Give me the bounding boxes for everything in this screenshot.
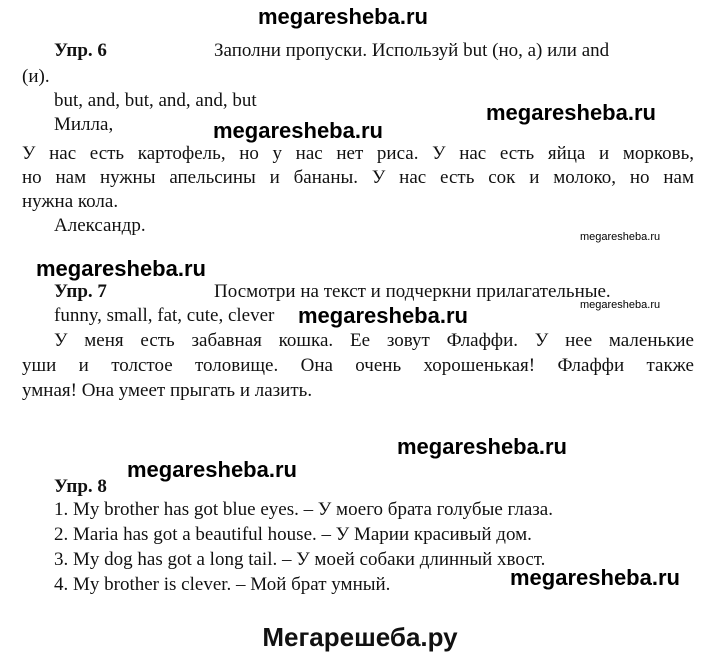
- ex7-answer: funny, small, fat, cute, clever: [54, 305, 275, 326]
- ex8-item: 3. My dog has got a long tail. – У моей собаки длинный хвост.: [54, 549, 546, 570]
- ex7-title: Упр. 7: [54, 281, 107, 302]
- ex6-title: Упр. 6: [54, 40, 107, 61]
- watermark: megaresheba.ru: [127, 457, 297, 482]
- ex6-task-line1: Заполни пропуски. Используй but (но, а) или and: [214, 40, 610, 61]
- watermark: megaresheba.ru: [213, 118, 383, 143]
- watermark: megaresheba.ru: [397, 434, 567, 459]
- watermark: megaresheba.ru: [298, 303, 468, 328]
- ex6-task-line2: (и).: [22, 66, 50, 87]
- watermark-small: megaresheba.ru: [580, 299, 661, 311]
- ex8-item: 1. My brother has got blue eyes. – У моего брата голубые глаза.: [54, 499, 553, 520]
- ex8-item: 4. My brother is clever. – Мой брат умный.: [54, 574, 391, 595]
- watermark-small: megaresheba.ru: [580, 231, 661, 243]
- ex6-paragraph-line1: У нас есть картофель, но у нас нет риса. У нас есть яйца и морковь,: [22, 143, 694, 164]
- header-watermark: megaresheba.ru: [258, 4, 428, 29]
- ex6-answer: but, and, but, and, and, but: [54, 90, 257, 111]
- ex7-paragraph-line1: У меня есть забавная кошка. Ее зовут Флаффи. У нее маленькие: [54, 330, 694, 351]
- ex6-paragraph-line3: нужна кола.: [22, 191, 119, 212]
- watermark: megaresheba.ru: [510, 565, 680, 590]
- ex7-task: Посмотри на текст и подчеркни прилагательные.: [214, 281, 611, 302]
- footer-brand: Мегарешеба.ру: [262, 622, 458, 652]
- ex6-greeting: Милла,: [54, 114, 114, 135]
- ex6-paragraph-line2: но нам нужны апельсины и бананы. У нас есть сок и молоко, но нам: [22, 167, 694, 188]
- ex8-title: Упр. 8: [54, 476, 107, 497]
- ex7-paragraph-line3: умная! Она умеет прыгать и лазить.: [22, 380, 313, 401]
- ex6-signature: Александр.: [54, 215, 146, 236]
- watermark: megaresheba.ru: [486, 100, 656, 125]
- ex7-paragraph-line2: уши и толстое толовище. Она очень хорошенькая! Флаффи также: [22, 355, 694, 376]
- watermark: megaresheba.ru: [36, 256, 206, 281]
- ex8-item: 2. Maria has got a beautiful house. – У Марии красивый дом.: [54, 524, 532, 545]
